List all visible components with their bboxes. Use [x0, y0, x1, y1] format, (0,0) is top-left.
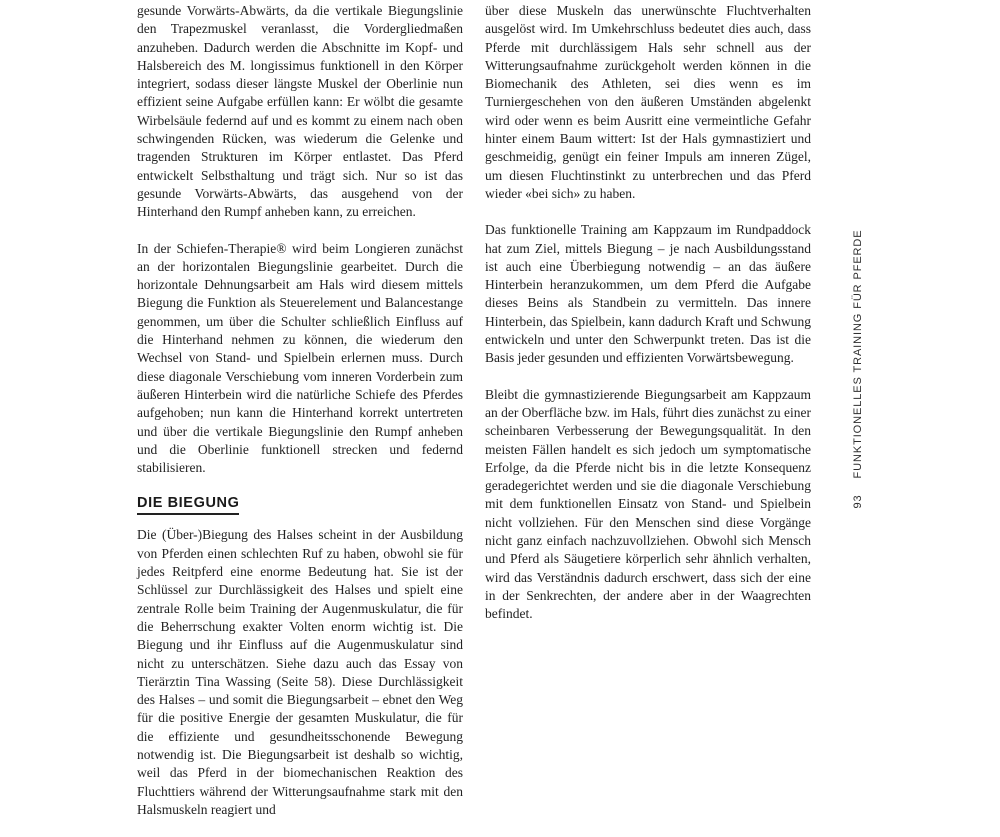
- text-columns: [137, 2, 811, 837]
- section-heading-die-biegung: [137, 495, 463, 511]
- right-column: [485, 2, 811, 837]
- paragraph-biegungsarbeit: Bleibt die gymnastizierende Biegungsarbeit am Kappzaum an der Oberfläche bzw. im Hals, führt dies zunächst zu einer scheinbaren Verbesserung der Bewegungsqualität. In den meisten Fällen handelt es sich jedoch um symptomatische Erfolge, da die Pferde nicht bis in die letzte Konsequenz geradegerichtet werden und sie die diagonale Verschiebung mit dem funktionellen Einsatz von Stand- und Spielbein nicht vollziehen. Für den Menschen sind diese Vorgänge nicht ganz einfach nachzuvollziehen. Obwohl sich Mensch und Pferd als Säugetiere körperlich sehr ähnlich verhalten, wird das Verständnis dadurch erschwert, dass sich der eine in der Senkrechten, der andere aber in der Waagrechten befindet.: [485, 386, 811, 622]
- left-column: [137, 2, 463, 837]
- paragraph-ueberbiegung: Die (Über-)Biegung des Halses scheint in der Ausbildung von Pferden einen schlechten Ruf zu haben, obwohl sie für jedes Reitpferd eine enorme Bedeutung hat. Sie ist der Schlüssel zur Durchlässigkeit des Halses und spielt eine zentrale Rolle beim Training der Augenmuskulatur, die für die Beherrschung exakter Volten enorm wichtig ist. Die Biegung und ihr Einfluss auf die Augenmuskulatur sind nicht zu unterschätzen. Siehe dazu auch das Essay von Tierärztin Tina Wassing (Seite 58). Diese Durchlässigkeit des Halses – und somit die Biegungsarbeit – ebnet den Weg für die positive Energie der gesamten Muskulatur, die für die effiziente und gesundheitsschonende Bewegung notwendig ist. Die Biegungsarbeit ist deshalb so wichtig, weil das Pferd in der biomechanischen Reaktion des Fluchttiers während der Witterungsaufnahme stark mit den Halsmuskeln reagiert und: [137, 527, 463, 817]
- paragraph-schiefen-therapie: In der Schiefen-Therapie® wird beim Longieren zunächst an der horizontalen Biegungslinie gearbeitet. Durch die horizontale Dehnungsarbeit am Hals wird diesem mittels Biegung die Funktion als Steuerelement und Balancestange genommen, um über die Schulter schließlich Einfluss auf die Hinterhand nehmen zu können, die wiederum den Wechsel von Stand- und Spielbein erlernen muss. Durch diese diagonale Verschiebung vom inneren Vorderbein zum äußeren Hinterbein wird die natürliche Schiefe des Pferdes aufgehoben; nun kann die Hinterhand korrekt untertreten und über die vertikale Biegungslinie den Rumpf anheben und die Oberlinie funktionell strecken und federnd stabilisieren.: [137, 240, 463, 476]
- section-heading-label: DIE BIEGUNG: [137, 495, 239, 515]
- paragraph-forward-downward: gesunde Vorwärts-Abwärts, da die vertikale Biegungslinie den Trapezmuskel veranlasst, die Vordergliedmaßen anzuheben. Dadurch werden die Abschnitte im Kopf- und Halsbereich des M. longissimus funktionell in den Körper integriert, sodass dieser längste Muskel der Oberlinie nun effizient seine Aufgabe erfüllen kann: Er wölbt die gesamte Wirbelsäule federnd auf und es kommt zu einem nach oben schwingenden Rücken, was wiederum die Gelenke und tragenden Strukturen im Körper entlastet. Das Pferd entwickelt Selbsthaltung und trägt sich. Nur so ist das gesunde Vorwärts-Abwärts, das ausgehend von der Hinterhand den Rumpf anheben kann, zu erreichen.: [137, 3, 463, 220]
- running-title: FUNKTIONELLES TRAINING FÜR PFERDE: [852, 229, 864, 479]
- page-number: 93: [852, 494, 864, 509]
- paragraph-kappzaum-training: Das funktionelle Training am Kappzaum im Rundpaddock hat zum Ziel, mittels Biegung – je nach Ausbildungsstand ist auch eine Überbiegung notwendig – an das äußere Hinterbein heranzukommen, um dem Pferd die Aufgabe dieses Beins als Standbein zu vermitteln. Das innere Hinterbein, das Spielbein, kann dadurch Kraft und Schwung entwickeln und unter den Schwerpunkt treten. Das ist die Basis jeder gesunden und effizienten Vorwärtsbewegung.: [485, 222, 811, 366]
- paragraph-fluchtverhalten: über diese Muskeln das unerwünschte Fluchtverhalten ausgelöst wird. Im Umkehrschluss bedeutet dies auch, dass Pferde mit durchlässigem Hals sehr schnell aus der Witterungsaufnahme zurückgeholt werden können in die Biomechanik des Athleten, sei dies wenn es im Turniergeschehen von den äußeren Umständen abgelenkt wird oder wenn es beim Ausritt eine vermeintliche Gefahr hinter einem Baum wittert: Ist der Hals gymnastiziert und geschmeidig, genügt ein feiner Impuls am inneren Zügel, um diesen Fluchtinstinkt zu unterbrechen und das Pferd wieder «bei sich» zu haben.: [485, 3, 811, 201]
- running-header: [852, 230, 864, 509]
